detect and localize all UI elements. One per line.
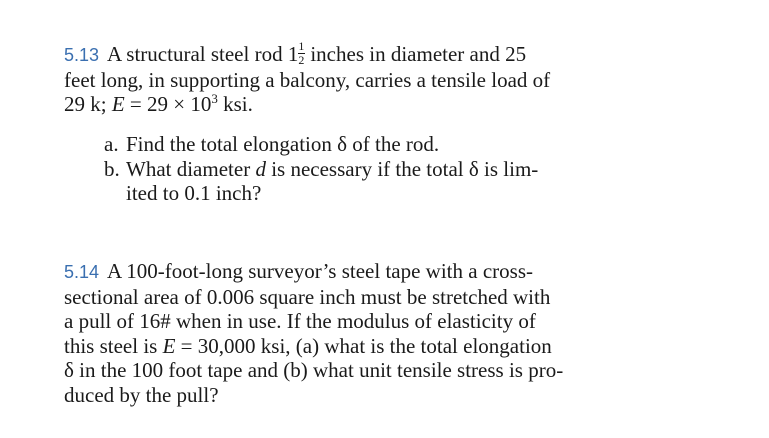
problem-5-13-parts [104,132,644,206]
part-a [104,132,644,157]
problem-text: this steel is [64,333,163,358]
part-b [104,157,644,182]
problem-5-13-line-3 [64,92,644,117]
part-b-continuation: ited to 0.1 inch? [126,181,262,205]
problem-text: = 29 × 10 [124,92,212,116]
variable-e: E [111,92,125,116]
problem-number: 5.13 [64,45,100,65]
part-text: Find the total elongation δ of the rod. [126,132,440,156]
problem-5-14 [64,259,644,407]
part-letter: b. [104,156,120,181]
problem-5-14-line-6: duced by the pull? [64,382,219,407]
problem-text: ksi. [217,92,253,116]
part-text: is necessary if the total δ is lim- [265,156,539,181]
part-letter: a. [104,132,119,156]
exponent: 3 [211,91,218,106]
problem-5-13-line-1 [64,39,644,68]
fraction-numerator: 1 [298,39,305,53]
problem-5-14-line-4 [64,334,644,359]
problem-number: 5.14 [64,262,100,282]
problem-text: A structural steel rod 1 [107,42,299,66]
problem-text: A 100-foot-long surveyor’s steel tape with a cross- [107,259,533,283]
problem-text: = 30,000 ksi, (a) what is the total elongation [175,333,552,358]
problem-5-13-line-2: feet long, in supporting a balcony, carries a tensile load of [64,67,551,92]
variable-e: E [162,333,176,358]
fraction-one-half [298,39,306,67]
part-text: What diameter [126,156,256,181]
fraction-denominator: 2 [298,53,305,67]
problem-5-13 [64,39,644,117]
problem-5-14-line-5: δ in the 100 foot tape and (b) what unit tensile stress is pro- [64,358,564,382]
problem-5-14-line-3: a pull of 16# when in use. If the modulus of elasticity of [64,309,536,333]
problem-text: 29 k; [64,92,112,116]
variable-d: d [255,156,266,181]
problem-text: inches in diameter and 25 [310,42,527,66]
problem-5-14-line-2: sectional area of 0.006 square inch must be stretched with [64,284,551,309]
problem-5-14-line-1 [64,259,644,285]
